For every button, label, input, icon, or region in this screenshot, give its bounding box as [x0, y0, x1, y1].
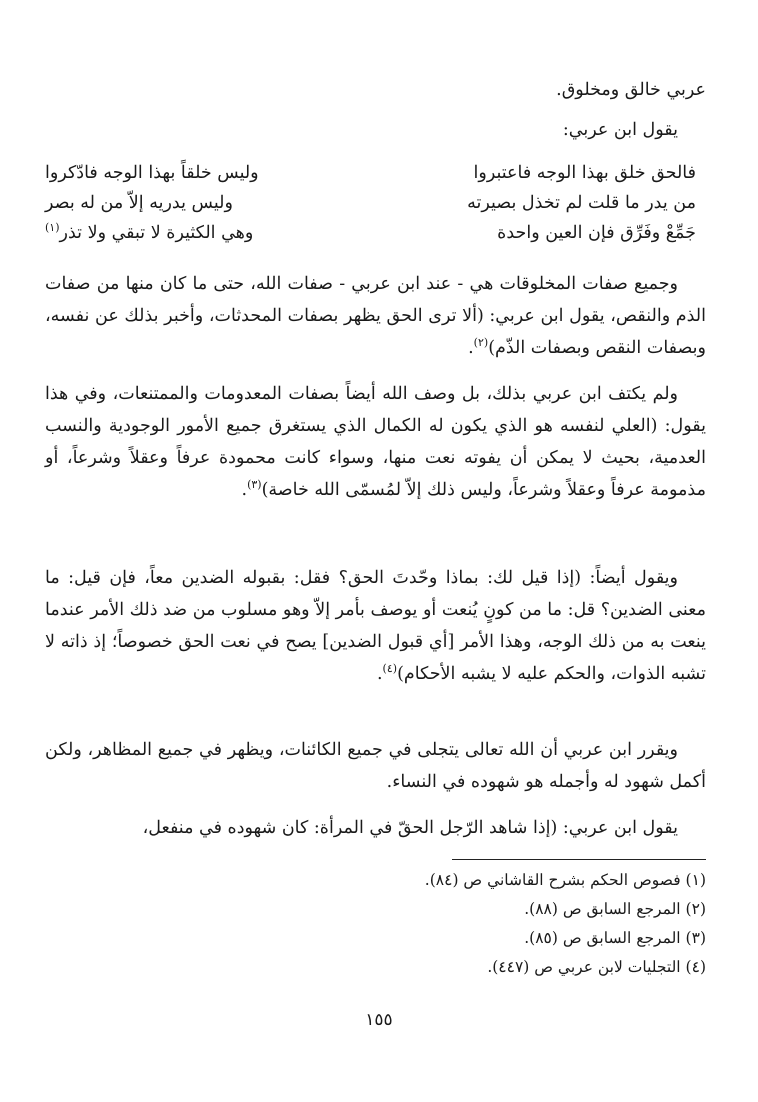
- footnote-text: المرجع السابق ص (٨٥).: [524, 929, 681, 947]
- verse-first-hemistich: جَمِّعْ وفَرِّق فإن العين واحدة: [497, 223, 696, 243]
- paragraph-text: يقول ابن عربي: (إذا شاهد الرّجل الحقّ في المرأة: كان شهوده في منفعل،: [142, 818, 678, 838]
- footnote-ref: (١): [45, 221, 60, 235]
- footnote-number: (٤): [685, 958, 706, 976]
- paragraph-text: [45, 378, 706, 506]
- footnote-item: [45, 924, 706, 953]
- verse-second-hemistich: وليس يدريه إلاّ من له بصر: [45, 193, 233, 213]
- verse-line: [45, 158, 696, 188]
- paragraph-attributes: [45, 268, 706, 364]
- paragraph-end: .: [241, 480, 248, 500]
- footnote-separator: [452, 859, 706, 860]
- paragraph-nonexistents: [45, 378, 706, 506]
- paragraph-manifestation: [45, 734, 706, 798]
- paragraph-opposites: [45, 562, 706, 690]
- verse-first-hemistich: فالحق خلق بهذا الوجه فاعتبروا: [473, 163, 696, 183]
- footnote-item: [45, 953, 706, 982]
- paragraph-body: ويقول أيضاً: (إذا قيل لك: بماذا وحّدتَ الحق؟ فقل: بقبوله الضدين معاً، فإن قيل: ما معنى الضدين؟ قل: ما من كونٍ يُنعت أو يوصف بأمر إلاّ وهو مسلوب من ضد ذلك الأمر عندما ينعت به من ذلك الوجه، وهذا الأمر [أي قبول الضدين] يصح في نعت الحق خصوصاً؛ إذ ذاته لا تشبه الذوات، والحكم عليه لا يشبه الأحكام): [45, 568, 706, 684]
- paragraph-text: [45, 268, 706, 364]
- verse-second-hemistich: وليس خلقاً بهذا الوجه فادّكروا: [45, 163, 259, 183]
- quote-intro-1: [45, 114, 706, 146]
- footnote-text: التجليات لابن عربي ص (٤٤٧).: [487, 958, 681, 976]
- paragraph-text: يقول ابن عربي:: [562, 120, 678, 140]
- footnote-item: [45, 866, 706, 895]
- verse-second-hemistich: [45, 223, 344, 243]
- footnote-ref: (٢): [473, 336, 489, 350]
- paragraph-text: [45, 562, 706, 690]
- footnote-number: (٣): [685, 929, 706, 947]
- footnote-number: (١): [685, 871, 706, 889]
- paragraph-end: .: [376, 664, 383, 684]
- verse-text: وهي الكثيرة لا تبقي ولا تذر: [59, 223, 254, 243]
- footnote-number: (٢): [685, 900, 706, 918]
- footnote-text: فصوص الحكم بشرح القاشاني ص (٨٤).: [424, 871, 681, 889]
- paragraph-text: عربي خالق ومخلوق.: [556, 80, 706, 100]
- verse-line: [45, 188, 696, 218]
- paragraph-continuation: [45, 74, 706, 106]
- verse-first-hemistich: من يدر ما قلت لم تخذل بصيرته: [467, 193, 696, 213]
- page-number: ١٥٥: [365, 1010, 393, 1030]
- paragraph-end: .: [468, 338, 474, 358]
- footnote-text: المرجع السابق ص (٨٨).: [524, 900, 681, 918]
- verse-line: [45, 218, 696, 248]
- footnote-ref: (٤): [382, 662, 398, 676]
- poem-verses: [45, 158, 696, 248]
- paragraph-body: ولم يكتف ابن عربي بذلك، بل وصف الله أيضاً بصفات المعدومات والممتنعات، وفي هذا يقول: (العلي لنفسه هو الذي يكون له الكمال الذي يستغرق جميع الأمور الوجودية والنسب العدمية، بحيث لا يمكن أن يفوته نعت منها، وسواء كانت محمودة عرفاً وعقلاً وشرعاً، أو مذمومة عرفاً وعقلاً وشرعاً، وليس ذلك إلاّ لمُسمّى الله خاصة): [45, 384, 706, 500]
- footnotes: [45, 866, 706, 982]
- paragraph-text: ويقرر ابن عربي أن الله تعالى يتجلى في جميع الكائنات، ويظهر في جميع المظاهر، ولكن أكمل شهود له وأجمله هو شهوده في النساء.: [45, 740, 706, 792]
- paragraph-body: وجميع صفات المخلوقات هي - عند ابن عربي - صفات الله، حتى ما كان منها من صفات الذم والنقص، يقول ابن عربي: (ألا ترى الحق يظهر بصفات المحدثات، وأخبر بذلك عن نفسه، وبصفات النقص وبصفات الذّم): [45, 274, 706, 358]
- footnote-ref: (٣): [247, 478, 262, 492]
- paragraph-quote-start: [45, 812, 706, 844]
- footnote-item: [45, 895, 706, 924]
